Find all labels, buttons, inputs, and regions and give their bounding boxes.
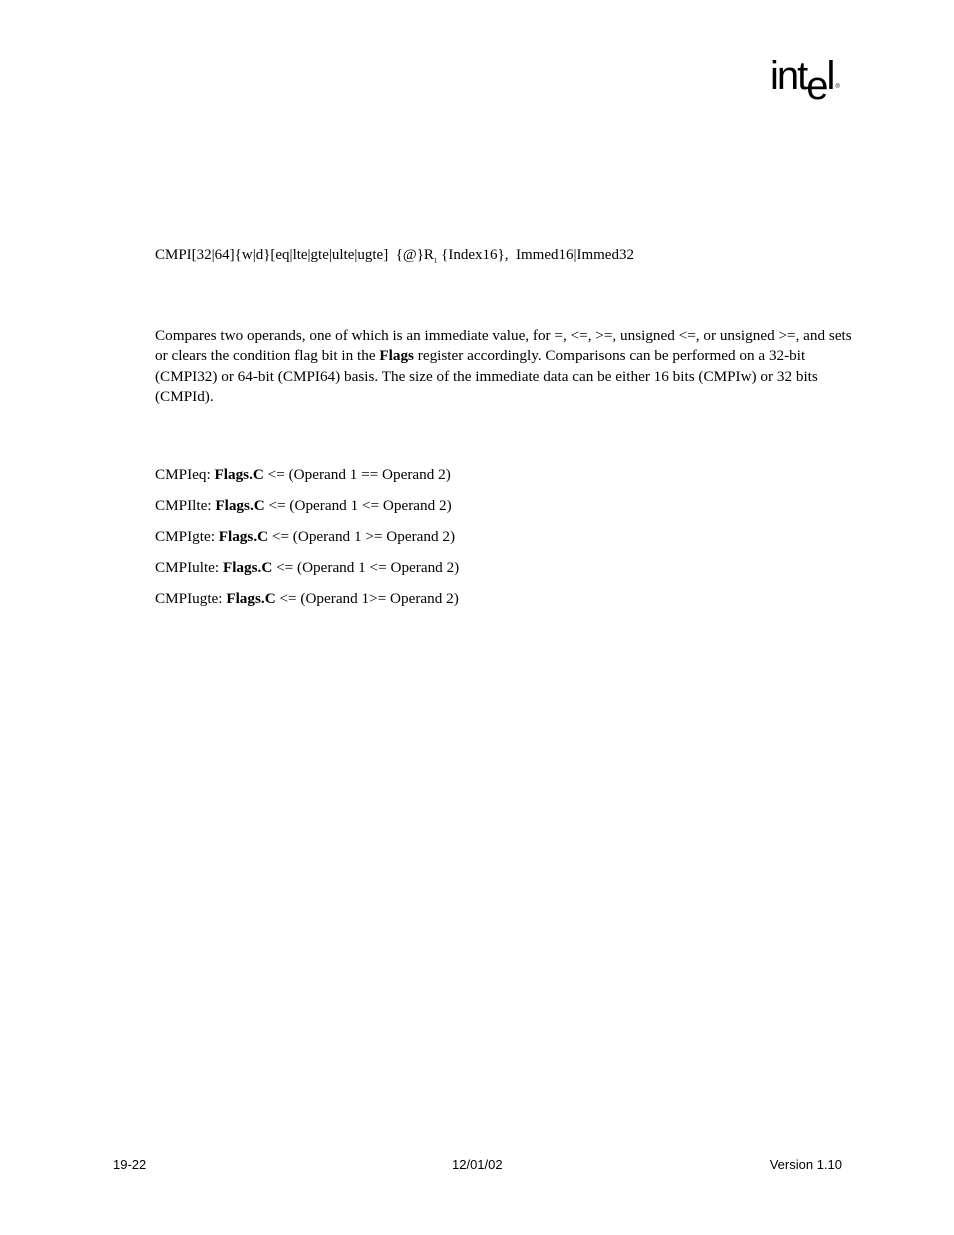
intel-logo-drop-e: e xyxy=(806,64,827,108)
operation-ulte: CMPIulte: Flags.C <= (Operand 1 <= Operand 2) xyxy=(155,559,460,576)
footer-version: Version 1.10 xyxy=(769,1157,842,1172)
operation-lte: CMPIlte: Flags.C <= (Operand 1 <= Operand 2) xyxy=(155,497,452,514)
syntax-mnemonic: CMPI[32|64]{w|d}[eq|lte|gte|ulte|ugte] xyxy=(155,247,389,263)
operation-list xyxy=(155,465,459,620)
footer-date: 12/01/02 xyxy=(452,1157,503,1172)
syntax-operand1-subscript: 1 xyxy=(433,257,438,265)
operation-ugte: CMPIugte: Flags.C <= (Operand 1>= Operand 2) xyxy=(155,590,459,607)
syntax-operand2: Immed16|Immed32 xyxy=(515,247,634,263)
registered-mark: ® xyxy=(835,84,840,90)
intel-logo: intel ® xyxy=(770,54,840,108)
operation-gte: CMPIgte: Flags.C <= (Operand 1 >= Operand 2) xyxy=(155,528,456,545)
syntax-operand1-suffix: {Index16}, xyxy=(441,247,509,263)
flags-register-name: Flags xyxy=(379,347,414,365)
syntax-operand1: {@}R xyxy=(395,247,434,263)
instruction-syntax xyxy=(155,247,634,265)
operation-eq: CMPIeq: Flags.C <= (Operand 1 == Operand 2) xyxy=(155,466,451,483)
page-number: 19-22 xyxy=(113,1157,147,1172)
intel-logo-text: int xyxy=(770,54,807,98)
description-paragraph: Compares two operands, one of which is an immediate value, for =, <=, >=, unsigned <=, or unsigned >=, and sets or clears the condition flag bit in the Flags register accordingly. Comparisons can be performed on a 32-bit (CMPI32) or 64-bit (CMPI64) basis. The size of the immediate data can be either 16 bits (CMPIw) or 32 bits (CMPId). xyxy=(155,327,852,405)
